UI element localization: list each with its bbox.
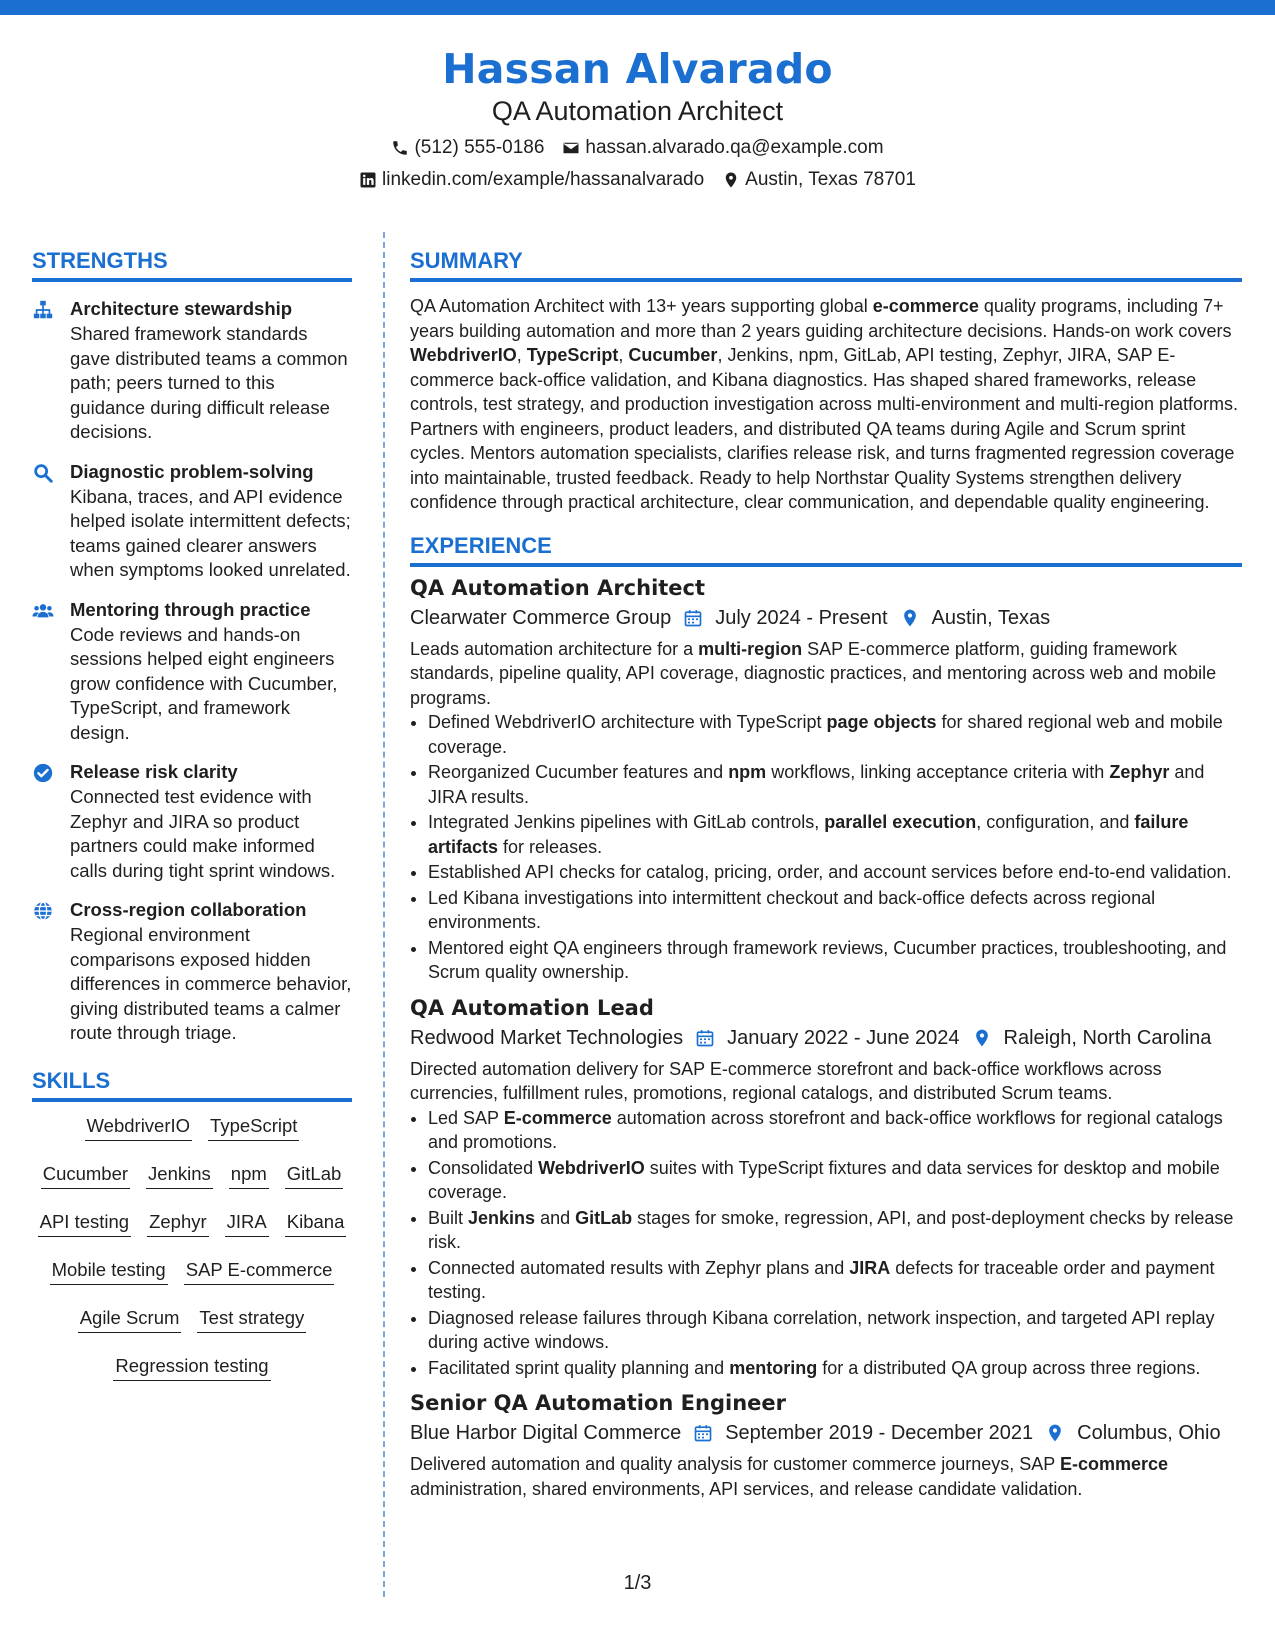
job-title: QA Automation Architect [410, 575, 706, 600]
bold-keyword: WebdriverIO [410, 345, 517, 365]
strength-item [32, 597, 352, 746]
globe-icon [32, 897, 56, 1046]
bullet-item: • Defined WebdriverIO architecture with TypeScript page objects for shared regional web and mobile coverage. [428, 710, 1242, 759]
strength-title: Release risk clarity [70, 761, 238, 782]
job-location: Raleigh, North Carolina [1003, 1026, 1212, 1049]
job-location: Columbus, Ohio [1077, 1422, 1221, 1444]
contact-location [722, 164, 916, 196]
job-location: Austin, Texas [931, 606, 1051, 629]
job-dates: July 2024 - Present [715, 606, 888, 629]
envelope-icon [562, 139, 580, 157]
skill-tag: JIRA [225, 1210, 269, 1237]
job-desc: Delivered automation and quality analysis for customer commerce journeys, SAP E-commerce administration, shared environments, API services, and release candidate validation. [410, 1454, 1169, 1499]
job-company: Clearwater Commerce Group [410, 606, 672, 629]
skill-tag: Mobile testing [50, 1258, 168, 1285]
job-title: QA Automation Lead [410, 995, 654, 1020]
bold-keyword: WebdriverIO [538, 1157, 645, 1178]
skill-tag: API testing [38, 1210, 131, 1237]
skill-tag: Agile Scrum [78, 1306, 182, 1333]
bullet-item: • Led SAP E-commerce automation across storefront and back-office workflows for regional catalogs and promotions. [428, 1106, 1242, 1155]
bullet-item: • Built Jenkins and GitLab stages for smoke, regression, API, and post-deployment checks by release risk. [428, 1206, 1242, 1255]
strength-item [32, 296, 352, 445]
strength-title: Diagnostic problem-solving [70, 460, 314, 482]
contact-email [562, 132, 883, 164]
job-bullets [410, 710, 1242, 985]
strength-desc: Code reviews and hands-on sessions helped eight engineers grow confidence with Cucumber, TypeScript, and framework design. [70, 623, 338, 743]
job-dates: September 2019 - December 2021 [725, 1422, 1034, 1444]
job-meta [410, 1023, 1242, 1053]
summary-text: QA Automation Architect with 13+ years supporting global e-commerce quality programs, including 7+ years building automation and more than 2 years guiding architecture decisions. Hands-on work covers WebdriverIO, TypeScript, Cucumber, Jenkins, npm, GitLab, API testing, Zephyr, JIRA, SAP E-commerce back-office validation, and Kibana diagnostics. Has shaped shared frameworks, release controls, test strategy, and production investigation across multi-environment and multi-region platforms. Partners with engineers, product leaders, and distributed QA teams during Agile and Scrum sprint cycles. Mentors automation specialists, clarifies release risk, and turns fragmented regression coverage into maintainable, trusted feedback. Ready to help Northstar Quality Systems strengthen delivery confidence through practical architecture, clear communication, and dependable quality engineering. [410, 296, 1239, 512]
location-text: Austin, Texas 78701 [745, 169, 916, 190]
bold-keyword: Cucumber [628, 345, 718, 365]
job-desc: Leads automation architecture for a multi-region SAP E-commerce platform, guiding framework standards, pipeline quality, API coverage, diagnostic practices, and mentoring across web and mobile programs. [410, 638, 1217, 708]
bold-keyword: JIRA [849, 1257, 891, 1278]
skill-tag: GitLab [285, 1162, 344, 1189]
search-icon [32, 459, 56, 583]
strength-title: Architecture stewardship [70, 298, 293, 319]
job-bullets [410, 1106, 1242, 1381]
map-pin-icon [972, 1028, 992, 1048]
sitemap-icon [32, 296, 56, 445]
skill-tag: Kibana [285, 1210, 347, 1237]
skill-tag: Regression testing [113, 1354, 270, 1381]
email-text: hassan.alvarado.qa@example.com [585, 137, 884, 158]
skill-tag: Zephyr [147, 1210, 209, 1237]
phone-text: (512) 555-0186 [414, 137, 545, 158]
skill-row [32, 1114, 352, 1141]
bold-keyword: E-commerce [1059, 1454, 1169, 1474]
bold-keyword: TypeScript [526, 345, 619, 365]
calendar-icon [683, 608, 703, 628]
page-number: 1/3 [623, 1572, 652, 1594]
contact-line-2 [0, 164, 1275, 196]
job-company: Blue Harbor Digital Commerce [410, 1422, 682, 1444]
bullet-item: • Facilitated sprint quality planning and mentoring for a distributed QA group across three regions. [428, 1356, 1242, 1381]
candidate-name: Hassan Alvarado [442, 45, 833, 93]
calendar-icon [695, 1028, 715, 1048]
skills-heading: SKILLS [32, 1066, 352, 1102]
left-column [32, 246, 352, 1402]
bold-keyword: E-commerce [503, 1107, 612, 1128]
skill-tag: Cucumber [41, 1162, 130, 1189]
skill-row [32, 1210, 352, 1237]
linkedin-icon [359, 171, 377, 189]
job-meta [410, 1418, 1242, 1448]
bullet-item: • Consolidated WebdriverIO suites with TypeScript fixtures and data services for desktop and mobile coverage. [428, 1156, 1242, 1205]
bold-keyword: mentoring [729, 1357, 818, 1378]
bold-keyword: npm [728, 762, 767, 782]
strength-item [32, 897, 352, 1046]
bold-keyword: Zephyr [1109, 762, 1170, 782]
job-entry [410, 573, 1242, 985]
strength-desc: Connected test evidence with Zephyr and JIRA so product partners could make informed calls during tight sprint windows. [70, 786, 336, 881]
bullet-item: • Reorganized Cucumber features and npm workflows, linking acceptance criteria with Zephyr and JIRA results. [428, 760, 1242, 809]
skill-row [32, 1258, 352, 1285]
strength-item [32, 459, 352, 583]
bold-keyword: GitLab [575, 1207, 633, 1228]
contact-line-1 [0, 132, 1275, 164]
skill-tag: Test strategy [197, 1306, 306, 1333]
summary-heading: SUMMARY [410, 246, 1242, 282]
phone-icon [391, 139, 409, 157]
linkedin-text: linkedin.com/example/hassanalvarado [382, 169, 705, 190]
strength-title: Cross-region collaboration [70, 899, 307, 920]
skill-row [32, 1354, 352, 1381]
users-icon [32, 597, 56, 746]
map-pin-icon [900, 608, 920, 628]
resume-header [0, 44, 1275, 196]
job-desc: Directed automation delivery for SAP E-commerce storefront and back-office workflows across currencies, fulfillment rules, promotions, regional catalogs, and distributed Scrum teams. [410, 1058, 1162, 1103]
map-pin-icon [1045, 1423, 1065, 1443]
skill-tag: SAP E-commerce [184, 1258, 335, 1285]
check-circle-icon [32, 759, 56, 883]
skill-tag: npm [229, 1162, 269, 1189]
bold-keyword: e-commerce [872, 296, 979, 316]
bold-keyword: failure artifacts [428, 812, 1189, 857]
experience-heading: EXPERIENCE [410, 531, 1242, 567]
skill-tag: Jenkins [146, 1162, 213, 1189]
bold-keyword: parallel execution [824, 812, 977, 832]
strengths-heading: STRENGTHS [32, 246, 352, 282]
bold-keyword: Jenkins [468, 1207, 536, 1228]
skill-tag: TypeScript [208, 1114, 299, 1141]
map-pin-icon [722, 171, 740, 189]
skills-list [32, 1114, 352, 1381]
bullet-item: • Connected automated results with Zephyr plans and JIRA defects for traceable order and payment testing. [428, 1256, 1242, 1305]
strength-item [32, 759, 352, 883]
skill-tag: WebdriverIO [85, 1114, 193, 1141]
bullet-item: • Mentored eight QA engineers through framework reviews, Cucumber practices, troubleshooting, and Scrum quality ownership. [428, 936, 1242, 985]
contact-linkedin [359, 164, 704, 196]
skill-row [32, 1306, 352, 1333]
column-divider [383, 232, 385, 1597]
top-accent-bar [0, 0, 1275, 15]
bullet-item: • Established API checks for catalog, pricing, order, and account services before end-to-end validation. [428, 860, 1242, 885]
job-entry [410, 993, 1242, 1381]
candidate-title: QA Automation Architect [491, 96, 784, 126]
strength-desc: Shared framework standards gave distributed teams a common path; peers turned to this guidance during difficult release decisions. [70, 323, 348, 442]
job-company: Redwood Market Technologies [410, 1026, 684, 1049]
bold-keyword: multi-region [698, 638, 803, 659]
job-dates: January 2022 - June 2024 [727, 1026, 960, 1049]
strength-title: Mentoring through practice [70, 598, 311, 620]
job-meta [410, 603, 1242, 633]
bullet-item: • Integrated Jenkins pipelines with GitLab controls, parallel execution, configuration, and failure artifacts for releases. [428, 810, 1242, 859]
bold-keyword: page objects [826, 712, 937, 732]
right-column [410, 246, 1242, 1501]
bullet-item: • Diagnosed release failures through Kibana correlation, network inspection, and targeted API replay during active windows. [428, 1306, 1242, 1355]
job-title: Senior QA Automation Engineer [410, 1391, 786, 1415]
strength-desc: Regional environment comparisons exposed hidden differences in commerce behavior, giving distributed teams a calmer route through triage. [70, 924, 352, 1043]
contact-phone [391, 132, 544, 164]
bullet-item: • Led Kibana investigations into intermittent checkout and back-office defects across regional environments. [428, 886, 1242, 935]
strength-desc: Kibana, traces, and API evidence helped isolate intermittent defects; teams gained clearer answers when symptoms looked unrelated. [70, 485, 351, 580]
calendar-icon [693, 1423, 713, 1443]
skill-row [32, 1162, 352, 1189]
job-entry [410, 1388, 1242, 1501]
